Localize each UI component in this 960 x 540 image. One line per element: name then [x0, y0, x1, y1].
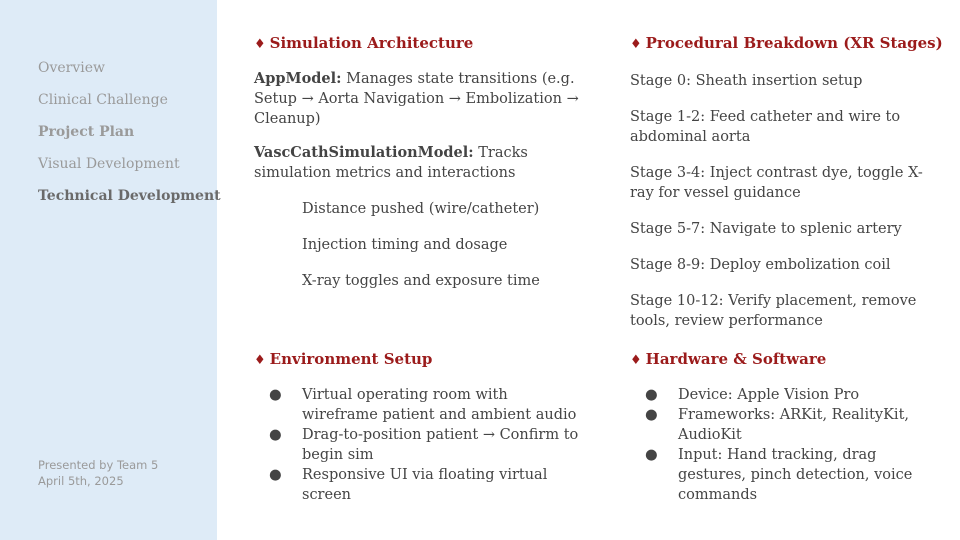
footer-date: April 5th, 2025: [38, 474, 124, 488]
bullet-icon: ●: [645, 407, 658, 423]
bullet-icon: ●: [645, 387, 658, 403]
bullet-text: Input: Hand tracking, drag gestures, pinch detection, voice commands: [678, 447, 913, 503]
stage-item: Stage 3-4: Inject contrast dye, toggle X-ray for vessel guidance: [630, 165, 923, 201]
diamond-icon: ♦: [254, 353, 266, 368]
nav-item-technical-development[interactable]: Technical Development: [38, 188, 221, 204]
diamond-icon: ♦: [254, 37, 266, 52]
left-column: [254, 33, 584, 291]
list-item: [630, 385, 920, 405]
environment-setup-section: [254, 349, 584, 505]
environment-setup-heading: [254, 349, 584, 371]
list-item: [254, 425, 584, 465]
bullet-icon: ●: [645, 447, 658, 463]
environment-bullets: [254, 385, 584, 505]
sidebar: [0, 0, 221, 540]
heading-text: Environment Setup: [269, 350, 433, 368]
footer-team: Presented by Team 5: [38, 458, 159, 472]
simulation-architecture-heading: [254, 33, 584, 55]
nav-item-overview[interactable]: Overview: [38, 60, 106, 76]
metric-item: X-ray toggles and exposure time: [302, 273, 540, 289]
metric-item: Injection timing and dosage: [302, 237, 508, 253]
hardware-software-section: [630, 349, 920, 505]
heading-text: Procedural Breakdown (XR Stages): [645, 34, 943, 52]
nav-item-visual-development[interactable]: Visual Development: [38, 156, 180, 172]
stage-item: Stage 10-12: Verify placement, remove tools, review performance: [630, 293, 917, 329]
list-item: [630, 445, 920, 505]
bullet-text: Drag-to-position patient → Confirm to begin sim: [302, 427, 579, 463]
stage-item: Stage 5-7: Navigate to splenic artery: [630, 221, 902, 237]
vasccath-text: Tracks simulation metrics and interactions: [254, 145, 528, 181]
stage-item: Stage 8-9: Deploy embolization coil: [630, 257, 891, 273]
metric-item: Distance pushed (wire/catheter): [302, 201, 540, 217]
list-item: [630, 405, 920, 445]
appmodel-text: Manages state transitions (e.g. Setup → Aorta Navigation → Embolization → Cleanup): [254, 71, 579, 127]
heading-text: Simulation Architecture: [269, 34, 474, 52]
hardware-software-heading: [630, 349, 920, 371]
bullet-text: Device: Apple Vision Pro: [678, 387, 860, 403]
bullet-icon: ●: [269, 387, 282, 403]
nav-item-clinical-challenge[interactable]: Clinical Challenge: [38, 92, 168, 108]
list-item: [254, 465, 584, 505]
nav-item-project-plan[interactable]: Project Plan: [38, 124, 135, 140]
stage-item: Stage 1-2: Feed catheter and wire to abdominal aorta: [630, 109, 901, 145]
vasccath-label: VascCathSimulationModel:: [254, 144, 474, 161]
vasccath-paragraph: [254, 143, 584, 183]
heading-text: Hardware & Software: [645, 350, 827, 368]
bullet-icon: ●: [269, 427, 282, 443]
bullet-icon: ●: [269, 467, 282, 483]
procedural-breakdown-heading: [630, 33, 943, 55]
hardware-bullets: [630, 385, 920, 505]
list-item: [254, 385, 584, 425]
bullet-text: Frameworks: ARKit, RealityKit, AudioKit: [678, 407, 910, 443]
presenter-footer: [38, 457, 158, 489]
bullet-text: Responsive UI via floating virtual screen: [302, 467, 548, 503]
diamond-icon: ♦: [630, 353, 642, 368]
bullet-text: Virtual operating room with wireframe patient and ambient audio: [302, 387, 577, 423]
sidebar-nav: [38, 52, 221, 212]
procedural-breakdown-section: [630, 33, 943, 331]
stage-item: Stage 0: Sheath insertion setup: [630, 73, 863, 89]
appmodel-paragraph: [254, 69, 584, 129]
diamond-icon: ♦: [630, 37, 642, 52]
appmodel-label: AppModel:: [254, 70, 342, 87]
